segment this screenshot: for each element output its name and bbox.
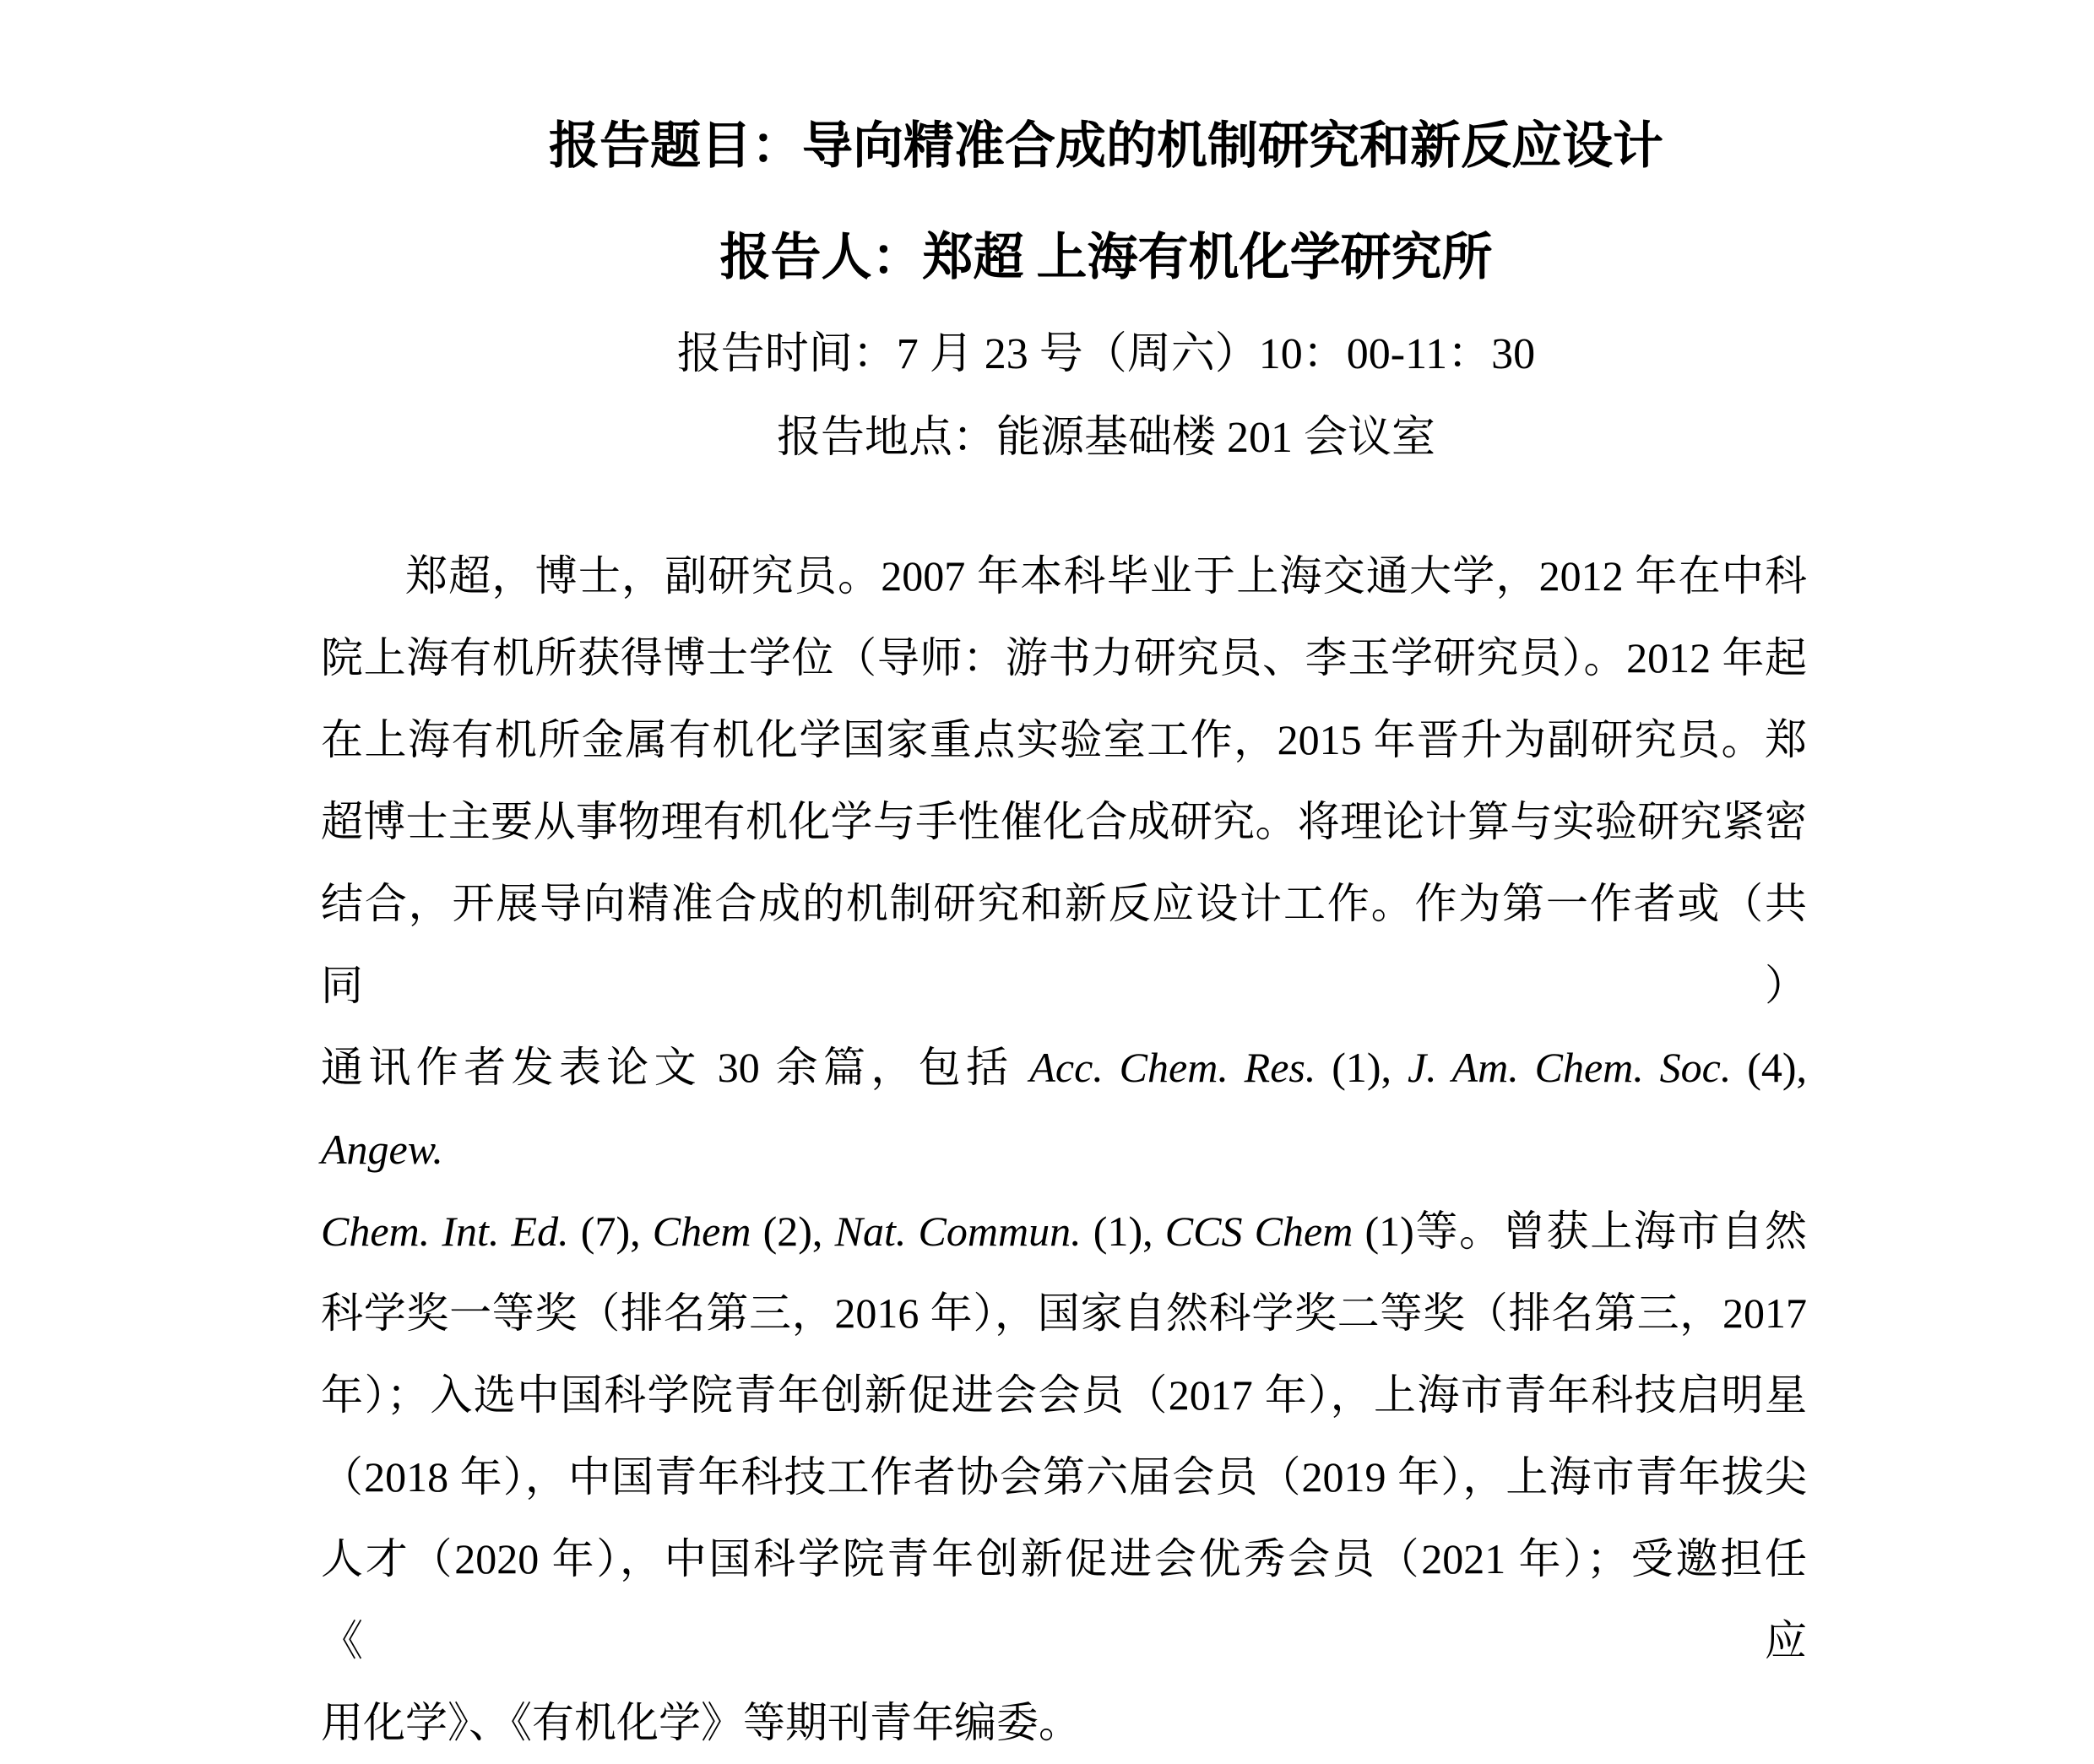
bio-segment: 郑超，博士，副研究员。2007 年本科毕业于上海交通大学，2012 年在中科 bbox=[405, 552, 1807, 600]
bio-segment: 院上海有机所获得博士学位（导师：游书力研究员、李玉学研究员）。2012 年起 bbox=[321, 634, 1807, 681]
bio-line bbox=[321, 1273, 1807, 1354]
journal-name: Chem bbox=[652, 1208, 751, 1255]
bio-segment: 年）；入选中国科学院青年创新促进会会员（2017 年），上海市青年科技启明星 bbox=[321, 1371, 1807, 1419]
bio-line bbox=[321, 781, 1807, 863]
bio-line bbox=[321, 1518, 1807, 1682]
bio-segment: (7), bbox=[568, 1208, 653, 1255]
bio-segment: 结合，开展导向精准合成的机制研究和新反应设计工作。作为第一作者或（共同） bbox=[321, 880, 1807, 1009]
report-time: 报告时间：7 月 23 号（周六）10：00-11：30 bbox=[676, 330, 1536, 378]
bio-line bbox=[321, 617, 1807, 699]
report-location: 报告地点：能源基础楼 201 会议室 bbox=[776, 414, 1435, 462]
bio-segment: (2), bbox=[751, 1208, 835, 1255]
journal-name: Acc. Chem. Res. bbox=[1029, 1044, 1316, 1091]
bio-segment: (1), bbox=[1081, 1208, 1165, 1255]
bio-paragraph bbox=[321, 535, 1807, 1764]
bio-line bbox=[321, 699, 1807, 781]
bio-segment: (1)等。曾获上海市自然 bbox=[1353, 1208, 1807, 1255]
report-title: 报告题目：导向精准合成的机制研究和新反应设计 bbox=[549, 118, 1663, 174]
bio-segment: 用化学》、《有机化学》等期刊青年编委。 bbox=[321, 1699, 1081, 1746]
bio-segment: 通讯作者发表论文 30 余篇，包括 bbox=[321, 1044, 1030, 1091]
bio-segment: 在上海有机所金属有机化学国家重点实验室工作，2015 年晋升为副研究员。郑 bbox=[321, 716, 1807, 763]
bio-line bbox=[321, 1191, 1807, 1273]
journal-name: Nat. Commun. bbox=[834, 1208, 1082, 1255]
bio-segment: (1), bbox=[1316, 1044, 1408, 1091]
bio-line bbox=[321, 1436, 1807, 1518]
bio-line bbox=[321, 1027, 1807, 1191]
journal-name: CCS Chem bbox=[1164, 1208, 1354, 1255]
bio-line bbox=[321, 1354, 1807, 1436]
journal-name: Chem. Int. Ed. bbox=[321, 1208, 569, 1255]
bio-line bbox=[321, 863, 1807, 1027]
journal-name: Angew. bbox=[321, 1126, 443, 1173]
bio-line bbox=[321, 535, 1807, 617]
bio-segment: (4), bbox=[1731, 1044, 1807, 1091]
bio-line bbox=[321, 1682, 1807, 1764]
report-speaker: 报告人：郑超 上海有机化学研究所 bbox=[719, 230, 1493, 285]
bio-segment: 人才（2020 年），中国科学院青年创新促进会优秀会员（2021 年）；受邀担任《应 bbox=[321, 1535, 1807, 1664]
bio-segment: 科学奖一等奖（排名第三，2016 年），国家自然科学奖二等奖（排名第三，2017 bbox=[321, 1289, 1807, 1337]
journal-name: J. Am. Chem. Soc. bbox=[1407, 1044, 1732, 1091]
bio-segment: （2018 年），中国青年科技工作者协会第六届会员（2019 年），上海市青年拔尖 bbox=[321, 1453, 1807, 1501]
bio-segment: 超博士主要从事物理有机化学与手性催化合成研究。将理论计算与实验研究紧密 bbox=[321, 798, 1807, 845]
